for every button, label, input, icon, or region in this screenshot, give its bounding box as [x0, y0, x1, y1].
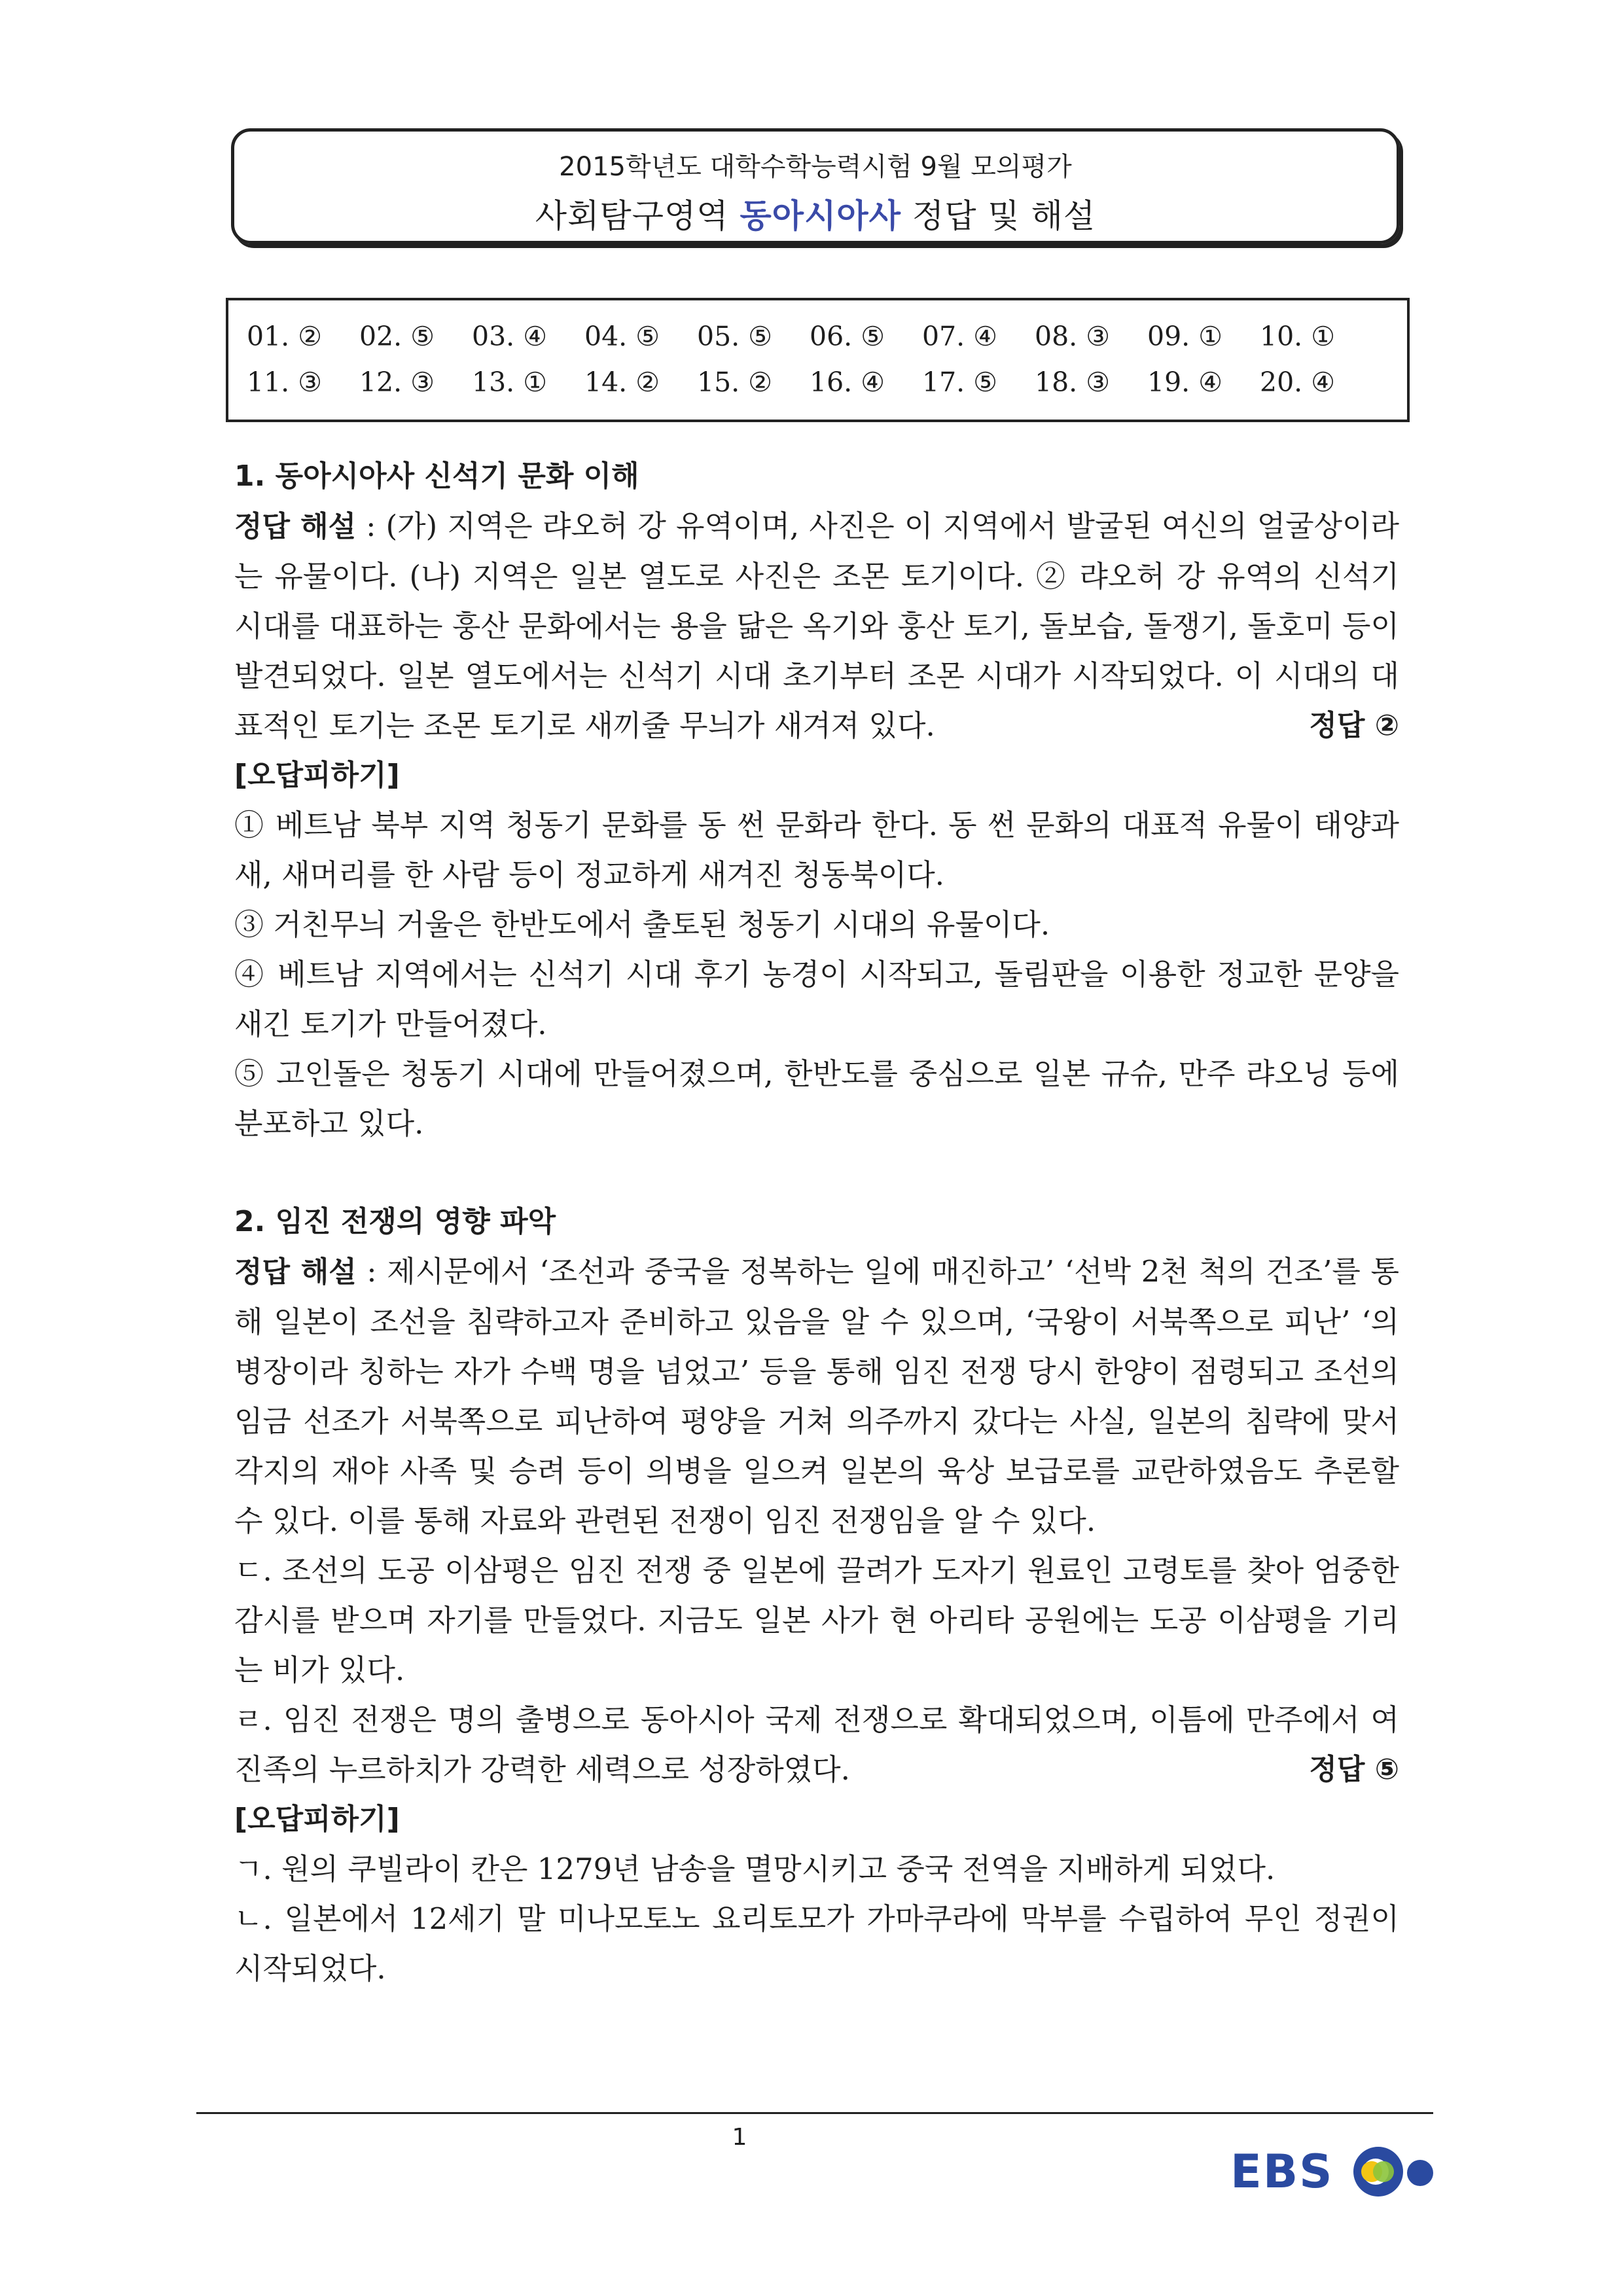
ebs-logo-mark	[1353, 2147, 1433, 2197]
answer-item: 12. ③	[359, 367, 435, 398]
wrong-answer-item: ㄴ. 일본에서 12세기 말 미나모토노 요리토모가 가마쿠라에 막부를 수립하여 무인 정권이 시작되었다.	[234, 1901, 1399, 1986]
answer-item: 06. ⑤	[810, 321, 885, 352]
section-spacer	[234, 1149, 1399, 1197]
wrong-answer-item: ① 베트남 북부 지역 청동기 문화를 동 썬 문화라 한다. 동 썬 문화의 대표적 유물이 태양과 새, 새머리를 한 사람 등이 정교하게 새겨진 청동북이다.	[234, 808, 1399, 892]
answer-item: 11. ③	[247, 367, 322, 398]
answer-row-2	[247, 359, 1407, 405]
footer-divider	[196, 2112, 1433, 2114]
answer-item: 13. ①	[472, 367, 547, 398]
answer-item: 02. ⑤	[359, 321, 435, 352]
wrong-answer-heading: [오답피하기]	[234, 759, 400, 792]
page-number: 1	[732, 2124, 747, 2151]
answer-item: 05. ⑤	[697, 321, 772, 352]
explanation-text: : 제시문에서 ‘조선과 중국을 정복하는 일에 매진하고’ ‘선박 2천 척의 건조’를 통해 일본이 조선을 침략하고자 준비하고 있음을 알 수 있으며, ‘국왕이 서북쪽으로 피난’ ‘의병장이라 칭하는 자가 수백 명을 넘었고’ 등을 통해 임진 전쟁 당시 한양이 점령되고 조선의 임금 선조가 서북쪽으로 피난하여 평양을 거쳐 의주까지 갔다는 사실, 일본의 침략에 맞서 각지의 재야 사족 및 승려 등이 의병을 일으켜 일본의 육상 보급로를 교란하였음도 추론할 수 있다. 이를 통해 자료와 관련된 전쟁이 임진 전쟁임을 알 수 있다.	[234, 1254, 1399, 1538]
explanation-text: ㄹ. 임진 전쟁은 명의 출병으로 동아시아 국제 전쟁으로 확대되었으며, 이틈에 만주에서 여진족의 누르하치가 강력한 세력으로 성장하였다.	[234, 1702, 1399, 1787]
wrong-answer-item: ④ 베트남 지역에서는 신석기 시대 후기 농경이 시작되고, 돌림판을 이용한 정교한 문양을 새긴 토기가 만들어졌다.	[234, 957, 1399, 1041]
explanation-point-d	[234, 1695, 1399, 1795]
question-2-heading: 2. 임진 전쟁의 영향 파악	[234, 1205, 556, 1238]
question-2-explanation	[234, 1247, 1399, 1546]
answer-item: 08. ③	[1035, 321, 1110, 352]
answer-item: 18. ③	[1035, 367, 1110, 398]
wrong-answer-item: ③ 거친무늬 거울은 한반도에서 출토된 청동기 시대의 유물이다.	[234, 907, 1050, 942]
wrong-answer-heading: [오답피하기]	[234, 1803, 400, 1836]
explanations	[234, 452, 1399, 1994]
title-box	[231, 128, 1400, 244]
answer-item: 16. ④	[810, 367, 885, 398]
answer-item: 10. ①	[1260, 321, 1335, 352]
wrong-answer-item: ㄱ. 원의 쿠빌라이 칸은 1279년 남송을 멸망시키고 중국 전역을 지배하게 되었다.	[234, 1852, 1275, 1886]
document-title	[234, 190, 1397, 237]
correct-answer: 정답 ⑤	[1309, 1753, 1399, 1786]
question-1-explanation	[234, 501, 1399, 751]
explanation-label: 정답 해설	[234, 1255, 357, 1289]
answer-item: 01. ②	[247, 321, 322, 352]
explanation-text: : (가) 지역은 랴오허 강 유역이며, 사진은 이 지역에서 발굴된 여신의 얼굴상이라는 유물이다. (나) 지역은 일본 열도로 사진은 조몬 토기이다. ② 랴오허 강 유역의 신석기 시대를 대표하는 훙산 문화에서는 용을 닮은 옥기와 훙산 토기, 돌보습, 돌쟁기, 돌호미 등이 발견되었다. 일본 열도에서는 신석기 시대 초기부터 조몬 시대가 시작되었다. 이 시대의 대표적인 토기는 조몬 토기로 새끼줄 무늬가 새겨져 있다.	[234, 509, 1399, 743]
explanation-point-c: ㄷ. 조선의 도공 이삼평은 임진 전쟁 중 일본에 끌려가 도자기 원료인 고령토를 찾아 엄중한 감시를 받으며 자기를 만들었다. 지금도 일본 사가 현 아리타 공원에는 도공 이삼평을 기리는 비가 있다.	[234, 1553, 1399, 1687]
question-1-heading: 1. 동아시아사 신석기 문화 이해	[234, 459, 639, 493]
answer-item: 03. ④	[472, 321, 547, 352]
answer-item: 20. ④	[1260, 367, 1335, 398]
answer-item: 14. ②	[584, 367, 660, 398]
ebs-logo	[1230, 2135, 1466, 2207]
title-suffix: 정답 및 해설	[901, 197, 1096, 235]
answer-item: 19. ④	[1147, 367, 1222, 398]
answer-item: 07. ④	[922, 321, 997, 352]
correct-answer: 정답 ②	[1309, 709, 1399, 742]
answer-row-1	[247, 314, 1407, 359]
wrong-answer-item: ⑤ 고인돌은 청동기 시대에 만들어졌으며, 한반도를 중심으로 일본 규슈, 만주 랴오닝 등에 분포하고 있다.	[234, 1056, 1399, 1141]
subject-name: 동아시아사	[740, 197, 901, 235]
ebs-logo-text: EBS	[1230, 2145, 1334, 2198]
answer-key-box	[226, 298, 1410, 422]
title-prefix: 사회탐구영역	[535, 197, 740, 235]
answer-item: 09. ①	[1147, 321, 1222, 352]
answer-item: 04. ⑤	[584, 321, 660, 352]
explanation-label: 정답 해설	[234, 510, 357, 543]
answer-item: 15. ②	[697, 367, 772, 398]
answer-item: 17. ⑤	[922, 367, 997, 398]
exam-title: 2015학년도 대학수학능력시험 9월 모의평가	[559, 152, 1072, 182]
